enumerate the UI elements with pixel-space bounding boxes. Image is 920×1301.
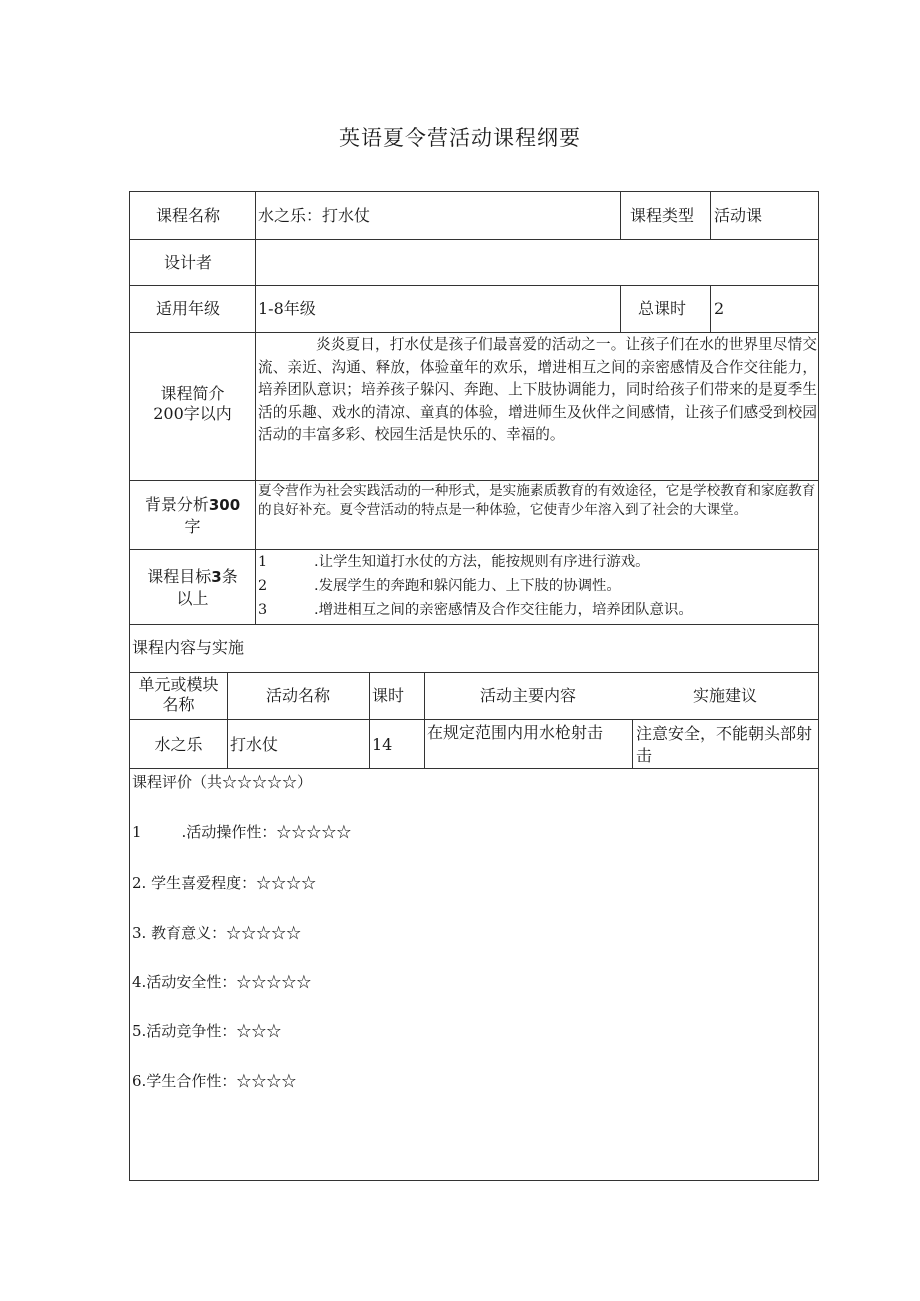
background-label-text: 背景分析 xyxy=(144,495,209,514)
row-divider xyxy=(130,624,818,625)
evaluation-item xyxy=(132,1021,281,1041)
evaluation-item xyxy=(132,972,311,992)
total-hours-value: 2 xyxy=(714,299,725,318)
row-divider xyxy=(130,672,818,673)
column-divider xyxy=(710,192,711,239)
evaluation-number: 6. xyxy=(132,1072,147,1090)
course-type-label: 课程类型 xyxy=(630,206,695,225)
star-rating: ☆☆☆☆☆ xyxy=(226,924,302,942)
evaluation-number: 5. xyxy=(132,1022,147,1040)
header-unit xyxy=(130,675,227,715)
row-divider xyxy=(130,332,818,333)
star-rating: ☆☆☆☆☆ xyxy=(276,823,352,841)
row-advice: 注意安全，不能朝头部射击 xyxy=(636,724,813,765)
goals-label-number: 3 xyxy=(211,568,222,586)
course-outline-table xyxy=(129,191,819,1181)
evaluation-number: 2. xyxy=(132,874,147,892)
column-divider xyxy=(369,672,370,768)
evaluation-item xyxy=(132,822,351,842)
goal-item xyxy=(258,576,621,596)
header-content: 活动主要内容 xyxy=(479,686,576,705)
evaluation-heading: 课程评价（共☆☆☆☆☆） xyxy=(132,773,313,791)
course-type-value: 活动课 xyxy=(714,206,763,225)
row-divider xyxy=(130,768,818,769)
column-divider xyxy=(710,285,711,332)
row-divider xyxy=(130,719,818,720)
goal-number: 1 xyxy=(258,554,268,570)
column-divider xyxy=(620,285,621,332)
row-divider xyxy=(130,480,818,481)
background-text: 夏令营作为社会实践活动的一种形式，是实施素质教育的有效途径，它是学校教育和家庭教育的良好补充。夏令营活动的特点是一种体验，它使青少年溶入到了社会的大课堂。 xyxy=(258,483,816,518)
goals-label-suffix: 以上 xyxy=(176,589,209,608)
star-rating: ☆☆☆☆ xyxy=(256,874,317,892)
goal-number: 3 xyxy=(258,602,268,618)
star-rating: ☆☆☆ xyxy=(236,1022,282,1040)
evaluation-number: 4. xyxy=(132,973,147,991)
column-divider xyxy=(620,192,621,239)
star-rating: ☆☆☆☆ xyxy=(236,1072,297,1090)
course-name-label: 课程名称 xyxy=(156,206,221,225)
evaluation-label: 学生合作性： xyxy=(146,1072,237,1090)
goal-text: .增进相互之间的亲密感情及合作交往能力，培养团队意识。 xyxy=(314,602,693,618)
header-unit-line1: 单元或模块 xyxy=(138,675,219,694)
column-divider xyxy=(255,192,256,624)
evaluation-label: .活动操作性： xyxy=(181,823,277,841)
grade-label: 适用年级 xyxy=(156,299,221,318)
designer-label: 设计者 xyxy=(164,253,213,272)
intro-label xyxy=(130,384,255,424)
background-label-number: 300 xyxy=(208,496,241,514)
content-section-heading: 课程内容与实施 xyxy=(132,638,245,657)
goals-label-unit: 条 xyxy=(221,567,238,586)
header-advice: 实施建议 xyxy=(692,686,757,705)
row-content: 在规定范围内用水枪射击 xyxy=(427,723,604,742)
grade-value: 1-8年级 xyxy=(258,299,316,318)
goal-number: 2 xyxy=(258,578,268,594)
document-title: 英语夏令营活动课程纲要 xyxy=(339,126,581,150)
row-unit: 水之乐 xyxy=(154,735,203,754)
evaluation-number: 1 xyxy=(132,823,142,841)
goal-item xyxy=(258,600,693,620)
evaluation-number: 3. xyxy=(132,924,147,942)
row-divider xyxy=(130,285,818,286)
header-hours: 课时 xyxy=(372,686,405,705)
evaluation-label: 活动竞争性： xyxy=(146,1022,237,1040)
row-hours: 14 xyxy=(372,735,393,754)
evaluation-label: 教育意义： xyxy=(151,924,227,942)
intro-text: 炎炎夏日，打水仗是孩子们最喜爱的活动之一。让孩子们在水的世界里尽情交流、亲近、沟通、释放，体验童年的欢乐，增进相互之间的亲密感情及合作交往能力，培养团队意识；培养孩子躲闪、奔跑、上下肢协调能力，同时给孩子们带来的是夏季生活的乐趣、戏水的清凉、童真的体验，增进师生及伙伴之间感情，让孩子们感受到校园活动的丰富多彩、校园生活是快乐的、幸福的。 xyxy=(258,336,817,443)
evaluation-item xyxy=(132,1071,296,1091)
goals-label-text: 课程目标 xyxy=(147,567,212,586)
background-label-unit: 字 xyxy=(184,517,201,536)
star-rating: ☆☆☆☆☆ xyxy=(236,973,312,991)
row-divider xyxy=(130,239,818,240)
column-divider xyxy=(632,719,633,768)
goal-item xyxy=(258,552,650,572)
goal-text: .让学生知道打水仗的方法，能按规则有序进行游戏。 xyxy=(314,554,650,570)
intro-label-line2: 200字以内 xyxy=(153,404,232,423)
evaluation-item xyxy=(132,873,316,893)
intro-label-line1: 课程简介 xyxy=(160,384,225,403)
goal-text: .发展学生的奔跑和躲闪能力、上下肢的协调性。 xyxy=(314,578,621,594)
row-divider xyxy=(130,549,818,550)
evaluation-item xyxy=(132,923,301,943)
goals-label xyxy=(130,566,255,609)
header-unit-line2: 名称 xyxy=(162,695,195,714)
background-label xyxy=(130,494,255,537)
header-activity: 活动名称 xyxy=(265,686,330,705)
total-hours-label: 总课时 xyxy=(638,299,687,318)
evaluation-label: 活动安全性： xyxy=(146,973,237,991)
evaluation-label: 学生喜爱程度： xyxy=(151,874,257,892)
course-name-value: 水之乐：打水仗 xyxy=(258,206,371,225)
row-activity: 打水仗 xyxy=(230,735,279,754)
